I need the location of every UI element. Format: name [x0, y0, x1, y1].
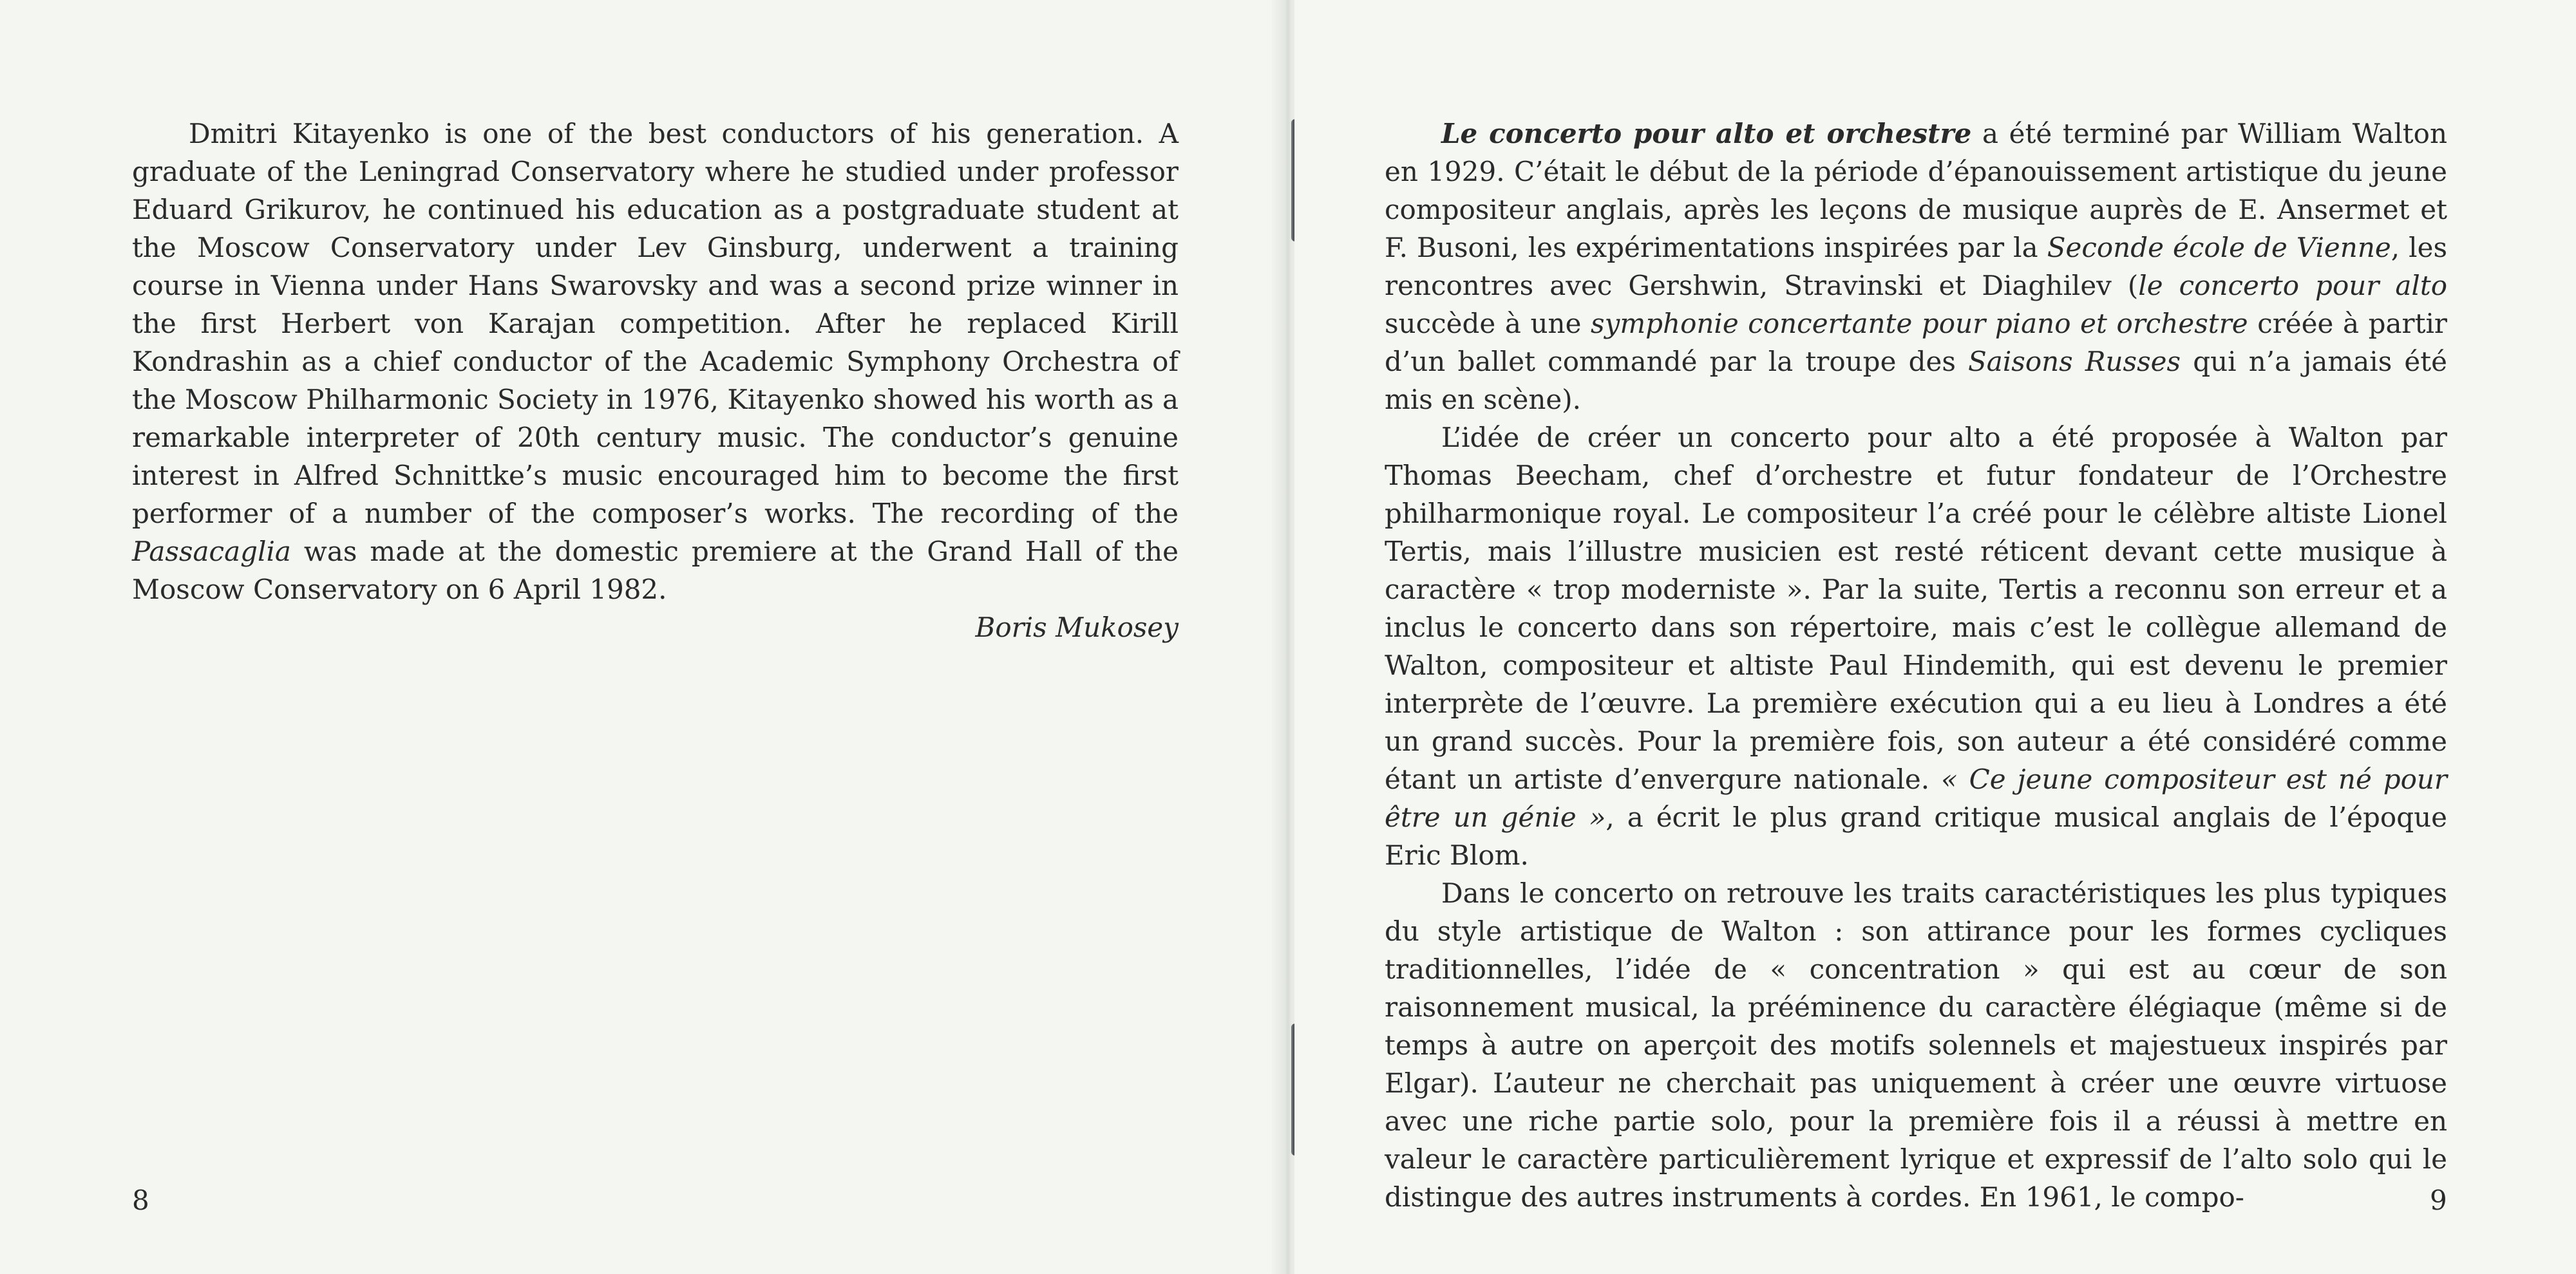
italic-run: le concerto pour alto [2138, 270, 2447, 301]
text-run: was made at the domestic premiere at the Grand Hall of the Moscow Conservatory on 6 April 1982. [132, 536, 1179, 605]
right-text-block [1385, 115, 2447, 1216]
page-number-right: 9 [2430, 1185, 2447, 1216]
italic-run: Seconde école de Vienne [2047, 232, 2391, 263]
text-run: , a écrit le plus grand critique musical anglais de l’époque Eric Blom. [1385, 801, 2447, 871]
left-page [0, 0, 1282, 1274]
text-run: qui n’a jamais été mis en scène). [1385, 346, 2447, 415]
text-run: a été terminé par William Walton en 1929. C’était le début de la période d’épanouissement artistique du jeune compositeur anglais, après les leçons de musique auprès de E. Ansermet et F. Busoni, les expérimentations inspirées par la [1385, 118, 2447, 263]
text-run: succède à une [1385, 308, 1591, 339]
italic-run: Passacaglia [132, 536, 291, 567]
left-text-block [132, 115, 1179, 646]
paragraph-3 [1385, 874, 2447, 1216]
text-run: créée à partir d’un ballet commandé par la troupe des [1385, 308, 2447, 377]
italic-quote: « Ce jeune compositeur est né pour être un génie » [1385, 763, 2447, 833]
italic-run: symphonie concertante pour piano et orchestre [1591, 308, 2248, 339]
author-signature: Boris Mukosey [975, 612, 1179, 643]
work-title: Le concerto pour alto et orchestre [1441, 118, 1972, 149]
right-page [1294, 0, 2576, 1274]
text-run: L’idée de créer un concerto pour alto a été proposée à Walton par Thomas Beecham, chef d’orchestre et futur fondateur de l’Orchestre philharmonique royal. Le compositeur l’a créé pour le célèbre altiste Lionel Tertis, mais l’illustre musicien est resté réticent devant cette musique à caractère « trop moderniste ». Par la suite, Tertis a reconnu son erreur et a inclus le concerto dans son répertoire, mais c’est le collègue allemand de Walton, compositeur et altiste Paul Hindemith, qui est devenu le premier interprète de l’œuvre. La première exécution qui a eu lieu à Londres a été un grand succès. Pour la première fois, son auteur a été considéré comme étant un artiste d’envergure nationale. [1385, 422, 2447, 795]
paragraph-1 [1385, 115, 2447, 418]
page-number-left: 8 [132, 1185, 149, 1216]
text-run: , les rencontres avec Gershwin, Stravinski et Diaghilev ( [1385, 232, 2448, 301]
text-run: Dmitri Kitayenko is one of the best conductors of his generation. A graduate of the Leningrad Conservatory where he studied under professor Eduard Grikurov, he continued his education as a postgraduate student at the Moscow Conservatory under Lev Ginsburg, underwent a training course in Vienna under Hans Swarovsky and was a second prize winner in the first Herbert von Karajan competition. After he replaced Kirill Kondrashin as a chief conductor of the Academic Symphony Orchestra of the Moscow Philharmonic Society in 1976, Kitayenko showed his worth as a remarkable interpreter of 20th century music. The conductor’s genuine interest in Alfred Schnittke’s music encouraged him to become the first performer of a number of the composer’s works. The recording of the [132, 118, 1179, 529]
text-run: Dans le concerto on retrouve les traits caractéristiques les plus typiques du style artistique de Walton : son attirance pour les formes cycliques traditionnelles, l’idée de « concentration » qui est au cœur de son raisonnement musical, la prééminence du caractère élégiaque (même si de temps à autre on aperçoit des motifs solennels et majestueux inspirés par Elgar). L’auteur ne cherchait pas uniquement à créer une œuvre virtuose avec une riche partie solo, pour la première fois il a réussi à mettre en valeur le caractère particulièrement lyrique et expressif de l’alto solo qui le distingue des autres instruments à cordes. En 1961, le compo- [1385, 877, 2447, 1213]
italic-run: Saisons Russes [1968, 346, 2181, 377]
paragraph-2 [1385, 418, 2447, 874]
biography-paragraph [132, 115, 1179, 608]
